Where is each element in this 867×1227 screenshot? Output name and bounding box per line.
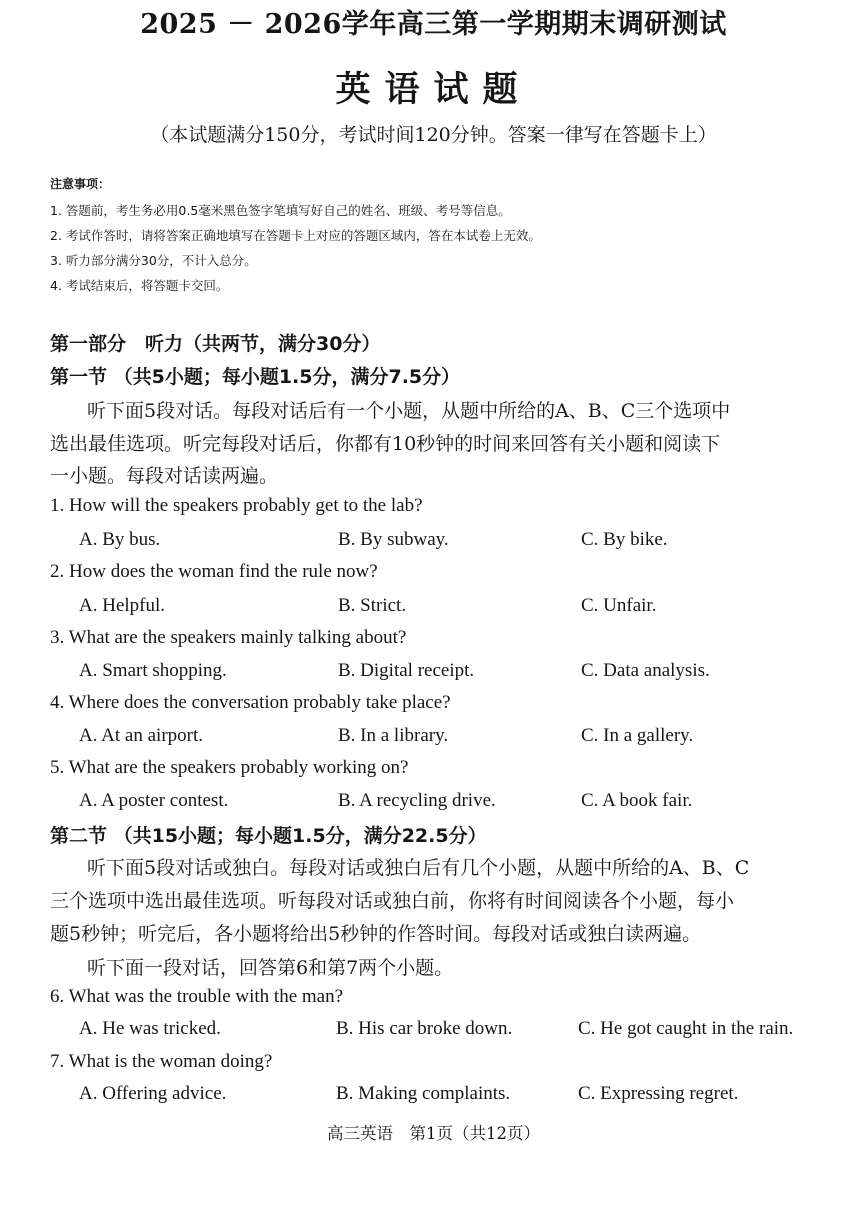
dialogue-intro: 听下面一段对话，回答第6和第7两个小题。 (87, 957, 454, 979)
page-footer: 高三英语 第1页（共12页） (327, 1124, 540, 1143)
note-item: 3. 听力部分满分30分，不计入总分。 (50, 253, 257, 268)
option-a: A. By bus. (79, 529, 161, 550)
option-a: A. At an airport. (79, 725, 204, 746)
option-b: B. In a library. (338, 725, 449, 746)
option-a: A. A poster contest. (79, 790, 229, 811)
option-b: B. Making complaints. (336, 1083, 511, 1104)
option-c: C. He got caught in the rain. (578, 1018, 794, 1039)
question-stem: 6. What was the trouble with the man? (50, 986, 344, 1007)
exam-title: 2025 － 2026学年高三第一学期期末调研测试 (140, 9, 727, 40)
exam-subtitle: （本试题满分150分，考试时间120分钟。答案一律写在答题卡上） (150, 124, 717, 146)
section1-instructions: 选出最佳选项。听完每段对话后，你都有10秒钟的时间来回答有关小题和阅读下 (50, 433, 721, 455)
section1-instructions: 听下面5段对话。每段对话后有一个小题，从题中所给的A、B、C三个选项中 (87, 400, 731, 422)
option-c: C. By bike. (581, 529, 668, 550)
question-stem: 1. How will the speakers probably get to the lab? (50, 495, 423, 516)
section1-instructions: 一小题。每段对话读两遍。 (50, 465, 279, 487)
option-b: B. By subway. (338, 529, 449, 550)
subject-title: 英语试题 (335, 69, 532, 110)
option-b: B. His car broke down. (336, 1018, 513, 1039)
section2-instructions: 听下面5段对话或独白。每段对话或独白后有几个小题，从题中所给的A、B、C (87, 857, 750, 879)
question-stem: 4. Where does the conversation probably take place? (50, 692, 451, 713)
section2-instructions: 三个选项中选出最佳选项。听每段对话或独白前，你将有时间阅读各个小题，每小 (50, 890, 735, 912)
option-b: B. A recycling drive. (338, 790, 496, 811)
option-c: C. A book fair. (581, 790, 693, 811)
section1-title: 第一节 （共5小题；每小题1.5分，满分7.5分） (50, 366, 461, 388)
section2-title: 第二节 （共15小题；每小题1.5分，满分22.5分） (50, 825, 487, 847)
note-item: 1. 答题前，考生务必用0.5毫米黑色签字笔填写好自己的姓名、班级、考号等信息。 (50, 203, 511, 218)
question-stem: 7. What is the woman doing? (50, 1051, 273, 1072)
part1-title: 第一部分 听力（共两节，满分30分） (50, 333, 381, 355)
question-stem: 3. What are the speakers mainly talking about? (50, 627, 407, 648)
option-c: C. In a gallery. (581, 725, 694, 746)
option-a: A. Helpful. (79, 595, 166, 616)
note-item: 4. 考试结束后，将答题卡交回。 (50, 278, 229, 293)
option-b: B. Digital receipt. (338, 660, 475, 681)
note-item: 2. 考试作答时，请将答案正确地填写在答题卡上对应的答题区域内，答在本试卷上无效。 (50, 228, 541, 243)
option-b: B. Strict. (338, 595, 407, 616)
option-a: A. He was tricked. (79, 1018, 221, 1039)
question-stem: 5. What are the speakers probably working on? (50, 757, 409, 778)
option-c: C. Unfair. (581, 595, 657, 616)
question-stem: 2. How does the woman find the rule now? (50, 561, 378, 582)
notes-heading: 注意事项： (50, 177, 111, 191)
section2-instructions: 题5秒钟；听完后，各小题将给出5秒钟的作答时间。每段对话或独白读两遍。 (50, 923, 702, 945)
option-c: C. Expressing regret. (578, 1083, 739, 1104)
option-a: A. Smart shopping. (79, 660, 227, 681)
option-a: A. Offering advice. (79, 1083, 227, 1104)
option-c: C. Data analysis. (581, 660, 710, 681)
